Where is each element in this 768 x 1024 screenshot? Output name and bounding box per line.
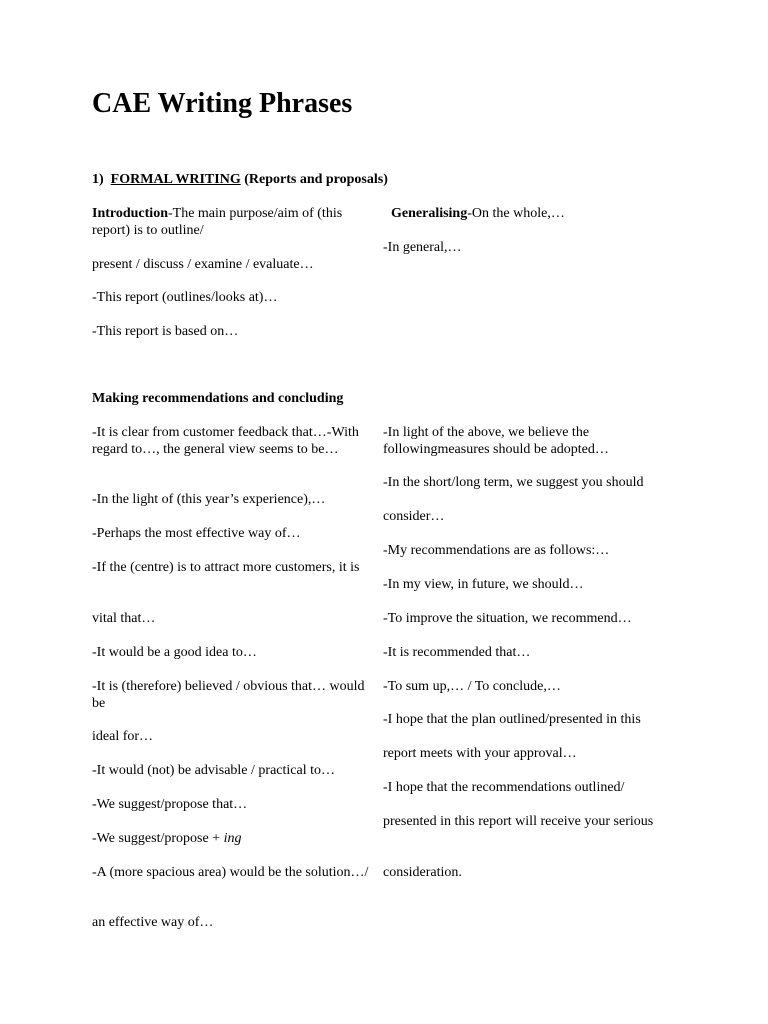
right-phrase-2: -In the short/long term, we suggest you should	[383, 475, 644, 490]
right-phrase-5: -In my view, in future, we should…	[383, 577, 584, 592]
right-phrase-8: -To sum up,… / To conclude,…	[383, 679, 561, 694]
section-heading-recommendations: Making recommendations and concluding	[92, 391, 344, 406]
section-title: FORMAL WRITING	[110, 172, 241, 187]
right-phrase-13: consideration.	[383, 865, 462, 880]
introduction-phrase-3: -This report (outlines/looks at)…	[92, 290, 278, 305]
right-phrase-9: -I hope that the plan outlined/presented in this	[383, 712, 641, 727]
left-phrase-13: an effective way of…	[92, 915, 214, 930]
generalising-label: Generalising	[391, 206, 468, 221]
right-phrase-7: -It is recommended that…	[383, 645, 531, 660]
left-phrase-5: vital that…	[92, 611, 156, 626]
introduction-phrase-2: present / discuss / examine / evaluate…	[92, 257, 314, 272]
section-subtitle: (Reports and proposals)	[244, 172, 388, 187]
left-phrase-2: -In the light of (this year’s experience),…	[92, 492, 326, 507]
left-phrase-12: -A (more spacious area) would be the solution…/	[92, 865, 369, 880]
left-phrase-7: -It is (therefore) believed / obvious that… would be	[92, 679, 365, 711]
page-title: CAE Writing Phrases	[92, 88, 353, 119]
generalising-phrase-1: Generalising-On the whole,…	[391, 206, 565, 221]
left-phrase-1: -It is clear from customer feedback that…-With regard to…, the general view seems to be…	[92, 425, 359, 457]
introduction-label: Introduction	[92, 206, 168, 221]
right-phrase-3: consider…	[383, 509, 445, 524]
left-phrase-4: -If the (centre) is to attract more customers, it is	[92, 560, 360, 575]
left-phrase-3: -Perhaps the most effective way of…	[92, 526, 301, 541]
left-phrase-6: -It would be a good idea to…	[92, 645, 257, 660]
italic-ing: ing	[223, 831, 242, 846]
introduction-phrase-4: -This report is based on…	[92, 324, 239, 339]
right-phrase-12: presented in this report will receive your serious	[383, 814, 654, 829]
left-phrase-10: -We suggest/propose that…	[92, 797, 248, 812]
introduction-phrase-1: Introduction-The main purpose/aim of (this report) is to outline/	[92, 206, 343, 238]
right-phrase-11: -I hope that the recommendations outlined/	[383, 780, 625, 795]
right-phrase-10: report meets with your approval…	[383, 746, 577, 761]
right-phrase-4: -My recommendations are as follows:…	[383, 543, 610, 558]
left-phrase-8: ideal for…	[92, 729, 154, 744]
right-phrase-1: -In light of the above, we believe the followingmeasures should be adopted…	[383, 425, 609, 457]
left-phrase-11: -We suggest/propose + ing	[92, 831, 242, 846]
left-phrase-9: -It would (not) be advisable / practical to…	[92, 763, 335, 778]
right-phrase-6: -To improve the situation, we recommend…	[383, 611, 632, 626]
generalising-phrase-2: -In general,…	[383, 240, 462, 255]
section-heading-formal-writing	[92, 171, 388, 188]
section-number: 1)	[92, 172, 104, 187]
